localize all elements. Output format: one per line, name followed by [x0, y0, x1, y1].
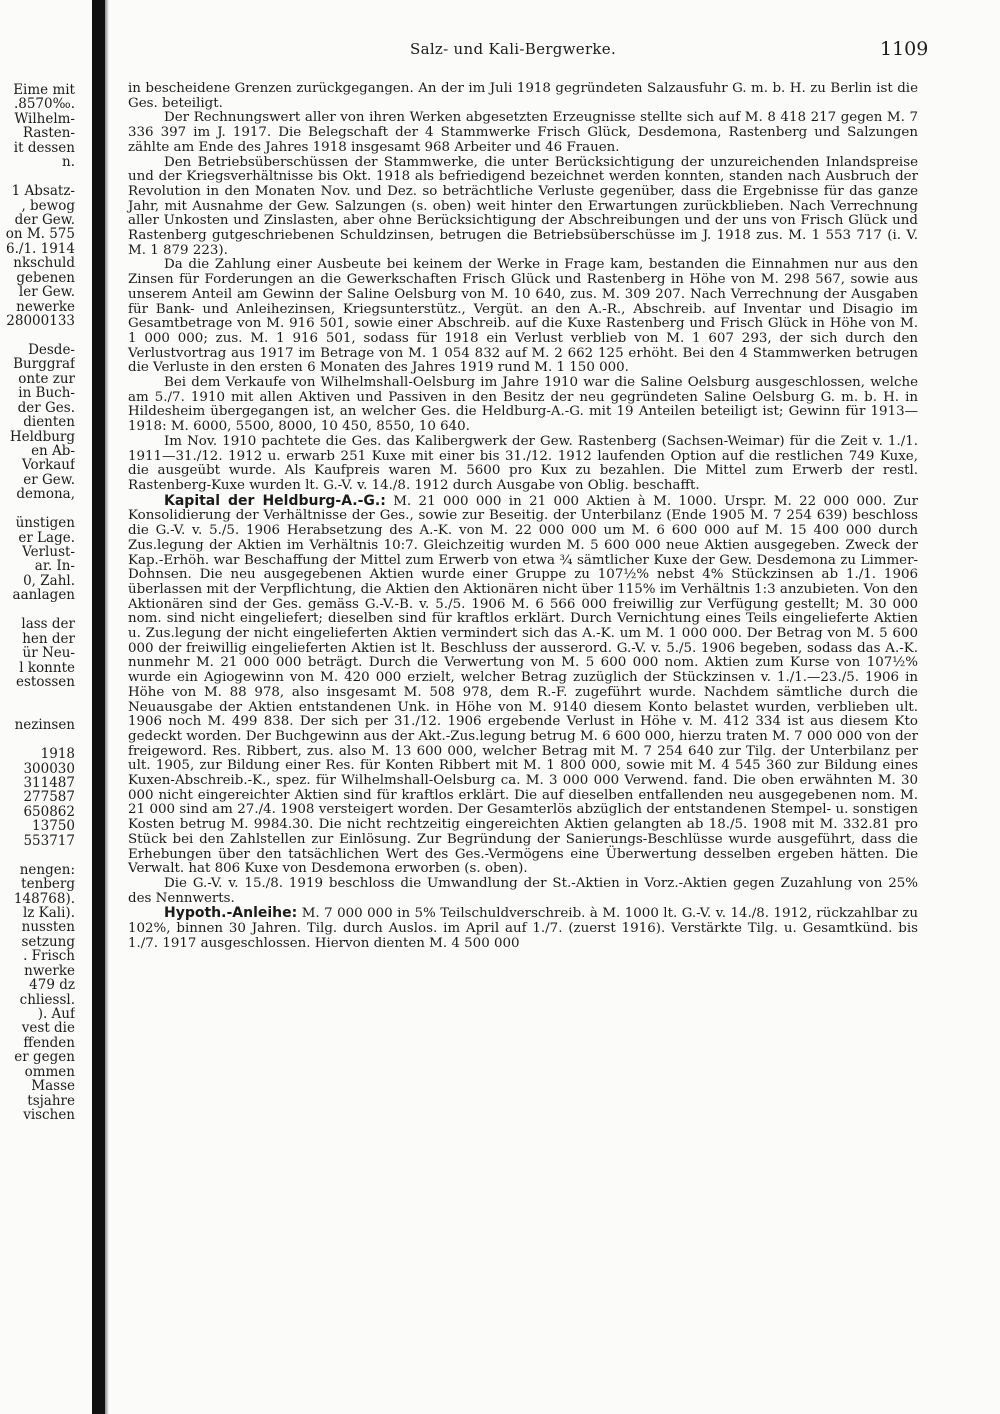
fragment-line: dienten [23, 414, 75, 431]
fragment-line: 28000133 [6, 313, 75, 329]
paragraph [128, 376, 918, 435]
fragment-line [0, 502, 75, 516]
fragment-line: lz Kali). [22, 904, 75, 921]
paragraph-mortgage-loan [128, 906, 918, 951]
fragment-line: onte zur [18, 370, 75, 387]
paragraph [128, 258, 918, 376]
fragment-line: Wilhelm- [14, 110, 75, 127]
fragment-line: l konnte [19, 659, 75, 676]
fragment-line: ommen [24, 1063, 75, 1080]
fragment-line: 6./1. 1914 [6, 240, 75, 257]
facing-page-fragment [0, 83, 75, 1373]
fragment-line: in Buch- [18, 385, 75, 402]
fragment-line: ler Gew. [18, 284, 75, 301]
fragment-line: setzung [21, 933, 75, 950]
fragment-line: chliessl. [19, 991, 75, 1008]
fragment-line: vischen [23, 1107, 75, 1124]
section-heading-capital: Kapital der Heldburg-A.-G.: [164, 492, 386, 509]
fragment-line: Eime mit [13, 83, 75, 98]
fragment-line: 148768). [13, 890, 75, 907]
paragraph-text: Den Betriebsüberschüssen der Stammwerke, die unter Berücksichtigung der unzureichenden Inlandspreise und der Kriegsverhältnisse bis Okt. 1918 als befriedigend bezeichnet werden konnten, standen nach Ausbruch der Revolution in den Monaten Nov. und Dez. so beträchtliche Verluste gegenüber, dass die Ergebnisse für das ganze Jahr, mit Ausnahme der Gew. Salzungen (s. oben) weit hinter den Erwartungen zurückblieben. Nach Verrechnung aller Unkosten und Zinslasten, aber ohne Berücksichtigung der Abschreibungen und der uns von Frisch Glück und Rastenberg gutgeschriebenen Schuldzinsen, betrugen die Betriebsüberschüsse im J. 1918 zus. M. 1 553 717 (i. V. M. 1 879 223). [128, 154, 918, 258]
paragraph-text: M. 7 000 000 in 5% Teilschuldverschreib. à M. 1000 lt. G.-V. v. 14./8. 1912, rückzahlbar zu 102%, binnen 30 Jahren. Tilg. durch Auslos. im April auf 1./7. (zuerst 1916). Verstärkte Tilg. u. Gesamtkünd. bis 1./7. 1917 ausgeschlossen. Hiervon dienten M. 4 500 000 [128, 906, 918, 951]
fragment-line: ür Neu- [22, 645, 75, 662]
fragment-line: er Lage. [18, 529, 75, 546]
fragment-line: der Gew. [14, 211, 75, 228]
fragment-line: Heldburg [9, 428, 75, 445]
paragraph-text: Im Nov. 1910 pachtete die Ges. das Kalibergwerk der Gew. Rastenberg (Sachsen-Weimar) für die Zeit v. 1./1. 1911—31./12. 1912 u. erwarb 251 Kuxe mit einer bis 31./12. 1912 laufenden Option auf die restlichen 749 Kuxe, die ausgeübt wurde. Als Kaufpreis waren M. 5600 pro Kux zu bezahlen. Die Mittel zum Erwerb der restl. Rastenberg-Kuxe wurden lt. G.-V. v. 14./8. 1912 durch Ausgabe von Oblig. beschafft. [128, 433, 918, 493]
fragment-line: gebenen [16, 269, 75, 286]
fragment-line: 650862 [23, 803, 75, 820]
fragment-line: 311487 [23, 775, 75, 791]
fragment-line [0, 170, 75, 184]
fragment-line [0, 733, 75, 747]
fragment-line: 0, Zahl. [23, 572, 75, 589]
fragment-line: 1 Absatz- [11, 183, 75, 200]
fragment-line: 479 dz [29, 977, 75, 994]
fragment-line: Burggraf [13, 356, 75, 373]
fragment-line: Vorkauf [21, 457, 75, 474]
fragment-line [0, 603, 75, 617]
fragment-line: er Gew. [23, 471, 75, 488]
fragment-line: Masse [31, 1078, 75, 1095]
fragment-line: it dessen [13, 139, 75, 156]
fragment-line: nkschuld [13, 255, 75, 272]
fragment-line: estossen [15, 673, 75, 690]
fragment-line: on M. 575 [5, 226, 75, 243]
fragment-line: Rasten- [22, 125, 75, 142]
fragment-line: demona, [16, 486, 75, 503]
fragment-line: , bewog [21, 197, 75, 214]
fragment-line: Verlust- [22, 544, 75, 560]
fragment-line: Desde- [28, 341, 75, 358]
paragraph-text: Die G.-V. v. 15./8. 1919 beschloss die Umwandlung der St.-Aktien in Vorz.-Aktien gegen Zuzahlung von 25% des Nennwerts. [128, 875, 918, 906]
running-title: Salz- und Kali-Bergwerke. [410, 40, 617, 58]
page-header [120, 38, 940, 60]
fragment-line: ünstigen [15, 515, 75, 532]
paragraph [128, 877, 918, 906]
fragment-line: nengen: [19, 861, 75, 878]
fragment-line: ar. In- [34, 558, 75, 575]
fragment-line [0, 328, 75, 342]
fragment-line [0, 689, 75, 703]
paragraph-text: Der Rechnungswert aller von ihren Werken abgesetzten Erzeugnisse stellte sich auf M. 8 418 217 gegen M. 7 336 397 im J. 1917. Die Belegschaft der 4 Stammwerke Frisch Glück, Desdemona, Rastenberg und Salzungen zählte am Ende des Jahres 1918 insgesamt 968 Arbeiter und 46 Frauen. [128, 110, 918, 155]
fragment-line: tenberg [21, 876, 75, 893]
paragraph-capital [128, 494, 918, 877]
fragment-line: .8570‰. [13, 96, 75, 113]
fragment-line: vest die [21, 1020, 75, 1037]
book-spine-shadow [92, 0, 105, 1414]
body-text [128, 82, 918, 951]
paragraph [128, 435, 918, 494]
spine-gradient [105, 0, 109, 1414]
fragment-line: 13750 [32, 818, 75, 835]
fragment-line: en Ab- [31, 442, 75, 459]
paragraph-text: Da die Zahlung einer Ausbeute bei keinem der Werke in Frage kam, bestanden die Einnahmen nur aus den Zinsen für Forderungen an die Gewerkschaften Frisch Glück und Rastenberg in Höhe von M. 298 567, sowie aus unserem Anteil am Gewinn der Saline Oelsburg von M. 10 640, zus. M. 309 207. Nach Verrechnung der Ausgaben für Bank- und Anleihezinsen, Kriegsunterstütz., Vergüt. an den A.-R., Abschreib. auf Inventar und Disagio im Gesamtbetrage von M. 916 501, sowie einer Abschreib. auf die Kuxe Rastenberg und Frisch Glück in Höhe von M. 1 000 000; zus. M. 1 916 501, sodass für 1918 ein Verlust verblieb von M. 1 607 293, der sich durch den Verlustvortrag aus 1917 im Betrage von M. 1 054 832 auf M. 2 662 125 erhöht. Bei den 4 Stammwerken betrugen die Verluste in den ersten 6 Monaten des Jahres 1919 rund M. 1 150 000. [128, 257, 918, 376]
fragment-line [0, 848, 75, 862]
paragraph-text: Bei dem Verkaufe von Wilhelmshall-Oelsburg im Jahre 1910 war die Saline Oelsburg ausgeschlossen, welche am 5./7. 1910 mit allen Aktiven und Passiven in den Besitz der neu gegründeten Saline Oelsburg G. m. b. H. in Hildesheim übergegangen ist, an welcher Ges. die Heldburg-A.-G. mit 19 Anteilen beteiligt ist; Gewinn für 1913—1918: M. 6000, 5500, 8000, 10 450, 8550, 10 640. [128, 375, 918, 435]
fragment-line: n. [62, 154, 75, 171]
paragraph-text: in bescheidene Grenzen zurückgegangen. An der im Juli 1918 gegründeten Salzausfuhr G. m. b. H. zu Berlin ist die Ges. beteiligt. [128, 81, 918, 111]
fragment-line: 277587 [23, 789, 75, 806]
fragment-line: er gegen [14, 1049, 75, 1066]
fragment-line: nezinsen [14, 717, 75, 734]
page-number: 1109 [880, 38, 929, 60]
fragment-line: lass der [21, 616, 75, 633]
paragraph [128, 156, 918, 259]
paragraph [128, 82, 918, 111]
paragraph [128, 111, 918, 155]
fragment-line: ffenden [23, 1034, 75, 1051]
fragment-line: nussten [21, 919, 75, 936]
fragment-line [0, 704, 75, 718]
fragment-line: 1918 [40, 746, 75, 763]
fragment-line: newerke [16, 298, 75, 315]
fragment-line: tsjahre [27, 1092, 75, 1109]
paragraph-text: M. 21 000 000 in 21 000 Aktien à M. 1000. Urspr. M. 22 000 000. Zur Konsolidierung der Verhältnisse der Ges., sowie zur Beseitig. der Unterbilanz (Ende 1905 M. 7 254 639) beschloss die G.-V. v. 5./5. 1906 Herabsetzung des A.-K. von M. 22 000 000 um M. 6 600 000 auf M. 15 400 000 durch Zus.legung der Aktien im Verhältnis 10:7. Gleichzeitig wurden M. 5 600 000 neue Aktien ausgegeben. Zweck der Kap.-Erhöh. war Beschaffung der Mittel zum Erwerb von etwa ¾ sämtlicher Kuxe der Gew. Desdemona zu Limmer-Dohnsen. Die neu ausgegebenen Aktien wurde einer Gruppe zu 107½% nebst 4% Stückzinsen ab 1./1. 1906 überlassen mit der Verpflichtung, die Aktien den Aktionären nicht über 115% im Verhältnis 1:3 anzubieten. Von den Aktionären sind der Ges. gemäss G.-V.-B. v. 5./5. 1906 M. 6 566 000 freiwillig zur Verfügung gestellt; M. 30 000 nom. sind nicht eingeliefert; dieselben sind für kraftlos erklärt. Durch Vernichtung eines Teils eingelieferte Aktien u. Zus.legung der nicht eingelieferten Aktien vermindert sich das A.-K. um M. 1 000 000. Der Betrag von M. 5 600 000 der freiwillig eingelieferten Aktien ist lt. Beschluss der ausserord. G.-V. v. 5./5. 1906 begeben, sodass das A.-K. nunmehr M. 21 000 000 beträgt. Durch die Verwertung von M. 5 600 000 nom. Aktien zum Kurse von 107½% wurde ein Agiogewinn von M. 420 000 erzielt, welcher Betrag zuzüglich der Stückzinsen v. 1./1.—23./5. 1906 in Höhe von M. 88 978, also insgesamt M. 508 978, dem R.-F. zugeführt wurde. Nachdem sämtliche durch die Neuausgabe der Aktien entstandenen Unk. in Höhe von M. 9140 diesem Konto belastet wurden, verblieben ult. 1906 noch M. 499 838. Der sich per 31./12. 1906 ergebende Verlust in Höhe v. M. 412 334 ist aus diesem Kto gedeckt worden. Der Buchgewinn aus der Akt.-Zus.legung betrug M. 6 600 000, hierzu traten M. 7 000 000 von der freigeword. Res. Ribbert, zus. also M. 13 600 000, welcher Betrag mit M. 7 254 640 zur Tilg. der Unterbilanz per ult. 1905, zur Bildung einer Res. für Konten Ribbert mit M. 1 800 000, sowie mit M. 4 545 360 zur Bildung eines Kuxen-Abschreib.-K., spez. für Wilhelmshall-Oelsburg ca. M. 3 000 000 Verwend. fand. Die oben erwähnten M. 30 000 nicht eingereichter Aktien sind für kraftlos erklärt. Die auf dieselben entfallenden neu ausgegebenen nom. M. 21 000 sind am 27./4. 1908 versteigert worden. Der Gesamterlös abzüglich der entstandenen Stempel- u. sonstigen Kosten betrug M. 9984.30. Die nicht rechtzeitig eingereichten Aktien gelangten ab 18./5. 1908 mit M. 332.81 pro Stück bei den Zahlstellen zur Einlösung. Zur Begründung der Sanierungs-Beschlüsse wurde ausgeführt, dass die Erhebungen über den tatsächlichen Wert des Ges.-Vermögens eine Überwertung desselben ergeben hätten. Die Verwalt. hat 806 Kuxe von Desdemona erworben (s. oben). [128, 493, 918, 877]
fragment-line: . Frisch [23, 948, 75, 965]
fragment-line: nwerke [24, 962, 75, 979]
fragment-line: 553717 [23, 832, 75, 849]
fragment-line: der Ges. [17, 399, 75, 416]
fragment-line: ). Auf [37, 1006, 75, 1022]
fragment-line: 300030 [23, 760, 75, 777]
fragment-line: hen der [22, 630, 75, 647]
section-heading-mortgage-loan: Hypoth.-Anleihe: [164, 905, 298, 922]
fragment-line: aanlagen [12, 587, 75, 604]
